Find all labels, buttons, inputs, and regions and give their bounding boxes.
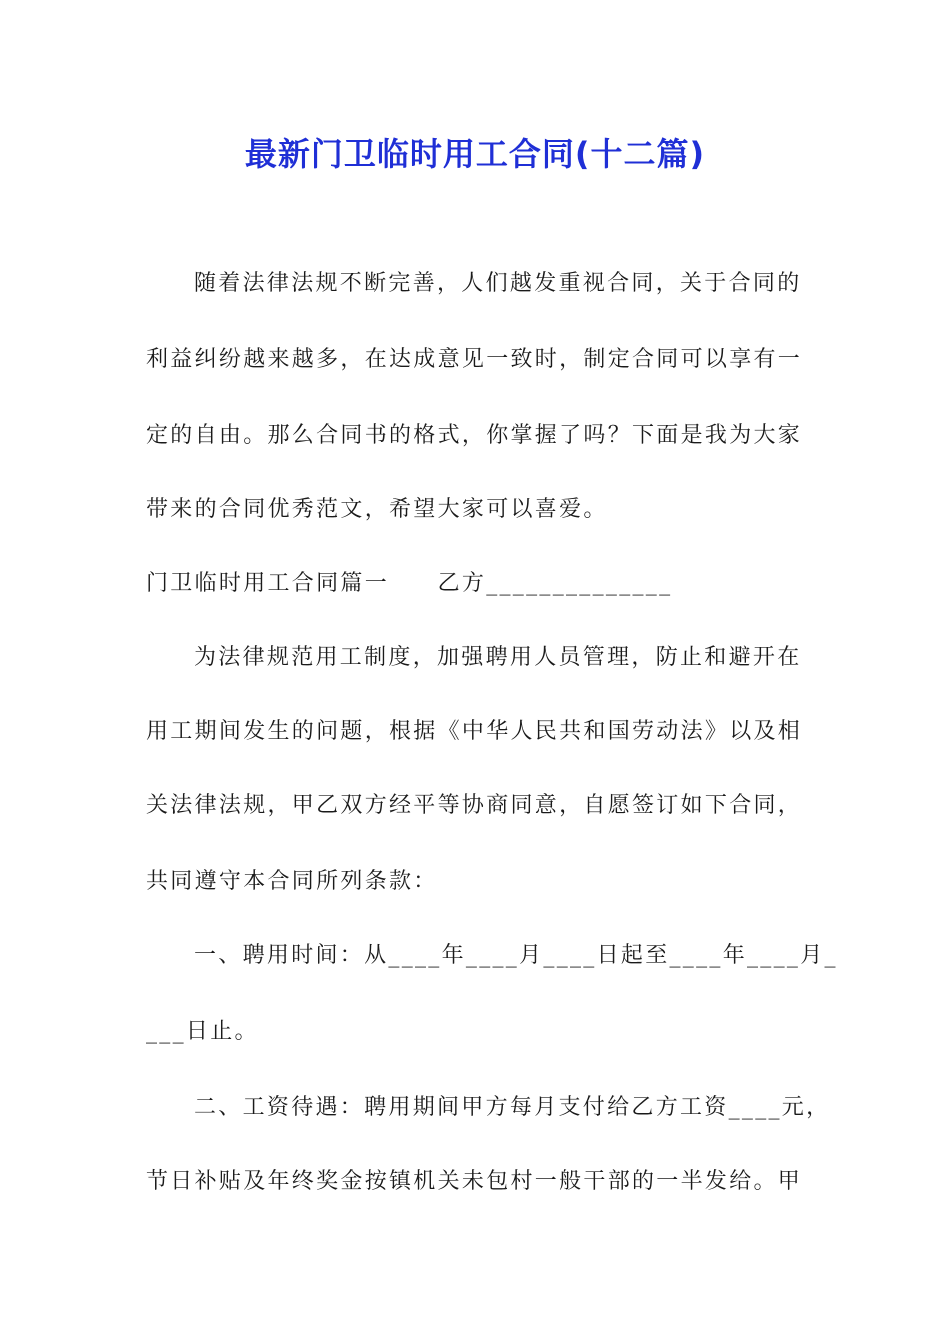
section-heading: 门卫临时用工合同篇一 乙方______________ [146, 571, 673, 596]
paragraph-line: 共同遵守本合同所列条款： [146, 869, 438, 894]
paragraph-line: 定的自由。那么合同书的格式，你掌握了吗？下面是我为大家 [146, 423, 803, 448]
paragraph-line: 关法律法规，甲乙双方经平等协商同意，自愿签订如下合同， [146, 793, 803, 818]
clause-line: ___日止。 [146, 1019, 259, 1044]
paragraph-line: 随着法律法规不断完善，人们越发重视合同，关于合同的 [194, 271, 802, 296]
paragraph-line: 带来的合同优秀范文，希望大家可以喜爱。 [146, 497, 608, 522]
document-title: 最新门卫临时用工合同(十二篇) [244, 135, 706, 173]
paragraph-line: 用工期间发生的问题，根据《中华人民共和国劳动法》以及相 [146, 719, 803, 744]
paragraph-line: 为法律规范用工制度，加强聘用人员管理，防止和避开在 [194, 645, 802, 670]
clause-line: 一、聘用时间：从____年____月____日起至____年____月_ [194, 943, 838, 968]
clause-line: 二、工资待遇：聘用期间甲方每月支付给乙方工资____元， [194, 1095, 831, 1120]
clause-line: 节日补贴及年终奖金按镇机关未包村一般干部的一半发给。甲 [146, 1169, 803, 1194]
paragraph-line: 利益纠纷越来越多，在达成意见一致时，制定合同可以享有一 [146, 347, 803, 372]
